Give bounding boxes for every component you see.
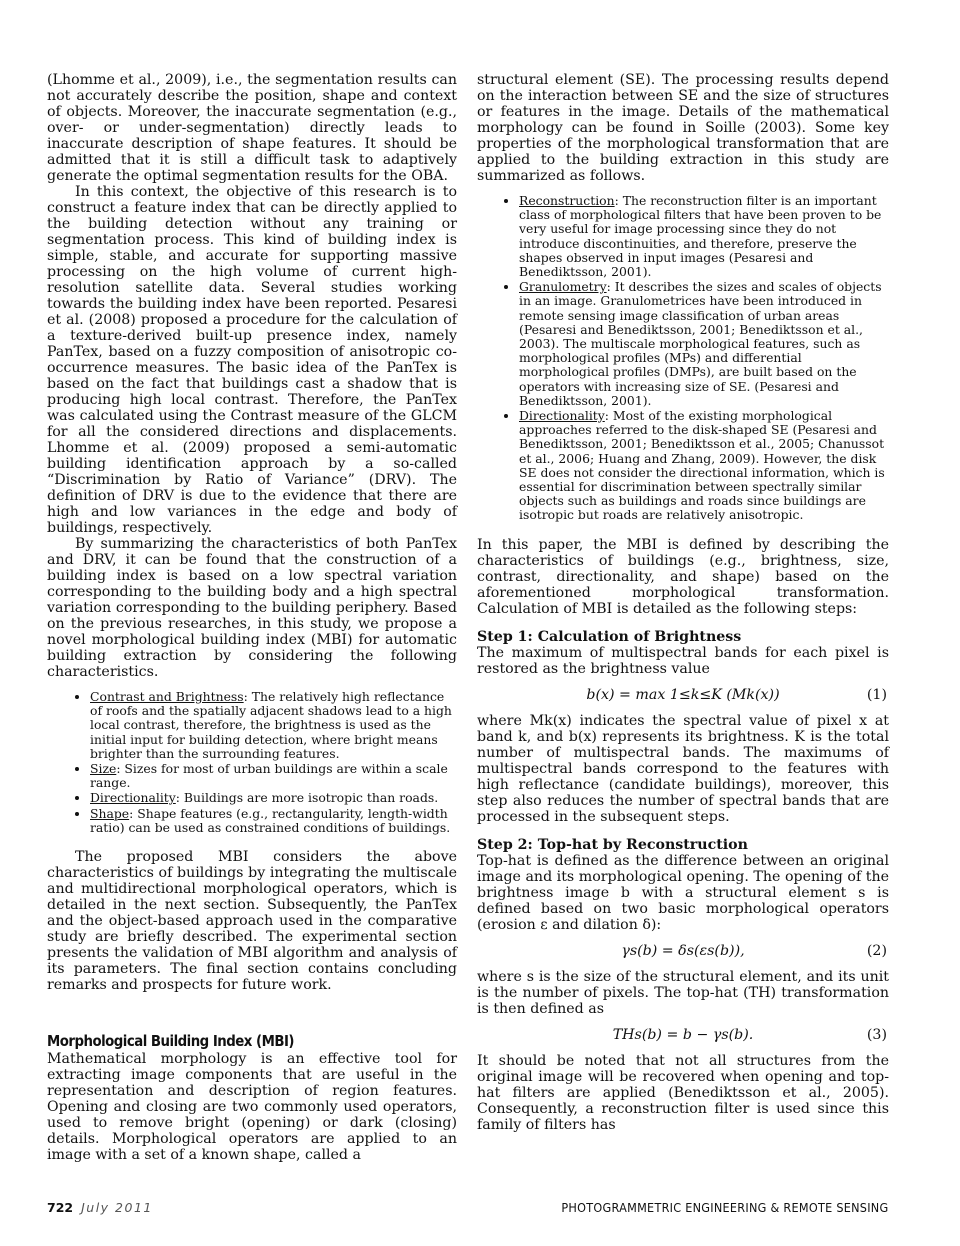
page-number: 722 (47, 1200, 74, 1215)
equation-3-expression: THs(b) = b − γs(b). (612, 1026, 754, 1043)
building-characteristics-list (47, 690, 457, 835)
bullet-term: Shape (90, 805, 130, 821)
issue-date: July 2011 (81, 1200, 153, 1215)
morphology-properties-list (477, 194, 889, 523)
bullet-text: : It describes the sizes and scales of objects in an image. Granulometrices have been introduced in remote sensing image classification of urban areas (Pesaresi and Benediktsson, 2001; Benediktsson et al., 2003). The multiscale morphological features, such as morphological profiles (MPs) and differential morphological profiles (DMPs), are built based on the operators with increasing size of SE. (Pesaresi and Benediktsson, 2001). (519, 279, 882, 408)
journal-name: PHOTOGRAMMETRIC ENGINEERING & REMOTE SENSING (560, 1200, 888, 1215)
right-paragraph-3: where Mk(x) indicates the spectral value of pixel x at band k, and b(x) represents its brightness. K is the total number of multispectral bands. The maximums of multispectral bands correspond to the features with high reflectance (candidate buildings), moreover, this step also reduces the number of spectral bands that are processed in the subsequent steps. (477, 712, 889, 825)
bullet-term: Directionality (519, 408, 605, 424)
right-paragraph-2: In this paper, the MBI is defined by describing the characteristics of buildings (e.g., brightness, size, contrast, directionality, and shape) based on the aforementioned morphological transformation. Calculation of MBI is detailed as the following steps: (477, 536, 889, 617)
right-paragraph-5: It should be noted that not all structures from the original image will be recovered when opening and top-hat filters are applied (Benediktsson et al., 2005). Consequently, a reconstruction filter is used since this family of filters has (477, 1052, 889, 1133)
bullet-text: : Sizes for most of urban buildings are within a scale range. (90, 761, 448, 791)
left-paragraph-4: The proposed MBI considers the above characteristics of buildings by integrating the multiscale and multidirectional morphological operators, which is detailed in the next section. Subsequently, the PanTex and the object-based approach used in the comparative study are briefly described. The experimental section presents the validation of MBI algorithm and analysis of its parameters. The final section contains concluding remarks and prospects for future work. (47, 849, 457, 994)
equation-3 (477, 1021, 889, 1049)
bullet-term: Reconstruction (519, 193, 615, 208)
equation-1-expression: b(x) = max 1≤k≤K (Mk(x)) (586, 686, 780, 703)
right-paragraph-4: where s is the size of the structural element, and its unit is the number of pixels. The top-hat (TH) transformation is then defined as (477, 968, 889, 1017)
list-item (90, 762, 457, 790)
bullet-text: : Buildings are more isotropic than roads. (175, 790, 439, 806)
equation-2-expression: γs(b) = δs(εs(b)), (621, 942, 745, 959)
list-item (519, 409, 889, 523)
right-column (477, 72, 889, 1133)
bullet-term: Contrast and Brightness (90, 689, 244, 704)
step-1-text: The maximum of multispectral bands for each pixel is restored as the brightness value (477, 644, 889, 677)
equation-1-number: (1) (866, 686, 887, 703)
list-item (90, 690, 457, 761)
step-2-heading: Step 2: Top-hat by Reconstruction (477, 836, 748, 853)
bullet-text: : The relatively high reflectance of roofs and the spatially adjacent shadows lead to a high local contrast, therefore, the brightness is used as the initial input for building detection, where bright means brighter than the surrounding features. (90, 689, 452, 761)
step-2-text: Top-hat is defined as the difference between an original image and its morphological opening. The opening of the brightness image b with a structural element s is defined based on two basic morphological operators (erosion ε and dilation δ): (477, 852, 889, 933)
bullet-term: Size (90, 761, 117, 777)
bullet-text: : Most of the existing morphological approaches referred to the disk-shaped SE (Pesaresi and Benediktsson, 2001; Benediktsson et al., 2005; Chanussot et al., 2006; Huang and Zhang, 2009). However, the disk SE does not consider the directional information, which is essential for discrimination between spectrally similar objects such as buildings and roads since buildings are isotropic but roads are relatively anisotropic. (519, 408, 885, 523)
left-paragraph-3: By summarizing the characteristics of both PanTex and DRV, it can be found that the construction of a building index is based on a low spectral variation corresponding to the building body and a high spectral variation corresponding to the building periphery. Based on the previous researches, in this study, we propose a novel morphological building index (MBI) for automatic building extraction by considering the following characteristics. (47, 536, 457, 680)
bullet-term: Granulometry (519, 279, 607, 295)
left-column (47, 72, 457, 1163)
equation-2-number: (2) (866, 942, 887, 959)
list-item (90, 791, 457, 805)
left-paragraph-5: Mathematical morphology is an effective tool for extracting image components that are useful in the representation and description of region features. Opening and closing are two commonly used operators, used to remove bright (opening) or dark (closing) details. Morphological operators are applied to an image with a set of a known shape, called a (47, 1051, 457, 1164)
list-item (519, 194, 889, 279)
equation-1 (477, 681, 889, 709)
page-footer-left (47, 1200, 153, 1215)
right-paragraph-1: structural element (SE). The processing results depend on the interaction between SE and the size of structures or features in the image. Details of the mathematical morphology can be found in Soille (2003). Some key properties of the morphological transformation that are applied to the building extraction in this study are summarized as follows. (477, 72, 889, 184)
bullet-text: : Shape features (e.g., rectangularity, length-width ratio) can be used as constrained conditions of buildings. (90, 805, 451, 835)
left-paragraph-1: (Lhomme et al., 2009), i.e., the segmentation results can not accurately describe the position, shape and context of objects. Moreover, the inaccurate segmentation (e.g., over- or under-segmentation) directly leads to inaccurate description of shape features. It should be admitted that it is still a difficult task to adaptively generate the optimal segmentation results for the OBA. (47, 72, 457, 184)
equation-3-number: (3) (866, 1026, 887, 1043)
equation-2 (477, 937, 889, 965)
list-item (519, 280, 889, 408)
list-item (90, 807, 457, 835)
section-heading: Morphological Building Index (MBI) (47, 1032, 295, 1051)
bullet-text: : The reconstruction filter is an important class of morphological filters that have been proven to be very useful for image processing since they do not introduce discontinuities, and therefore, preserve the shapes observed in input images (Pesaresi and Benediktsson, 2001). (519, 193, 882, 280)
step-1-heading: Step 1: Calculation of Brightness (477, 628, 742, 645)
bullet-term: Directionality (90, 790, 176, 806)
left-paragraph-2: In this context, the objective of this research is to construct a feature index that can be directly applied to the building detection without any training or segmentation process. This kind of building index is simple, stable, and accurate for supporting massive processing on the high volume of current high-resolution satellite data. Several studies working towards the building index have been reported. Pesaresi et al. (2008) proposed a procedure for the calculation of a texture-derived built-up presence index, namely PanTex, based on a fuzzy composition of anisotropic co-occurrence measures. The basic idea of the PanTex is based on the fact that buildings cast a shadow that is producing high local contrast. Therefore, the PanTex was calculated using the Contrast measure of the GLCM for all the considered directions and displacements. Lhomme et al. (2009) proposed a semi-automatic building identification approach by a so-called “Discrimination by Ratio of Variance” (DRV). The definition of DRV is due to the evidence that there are high and low variances in the edge and body of buildings, respectively. (47, 184, 457, 536)
